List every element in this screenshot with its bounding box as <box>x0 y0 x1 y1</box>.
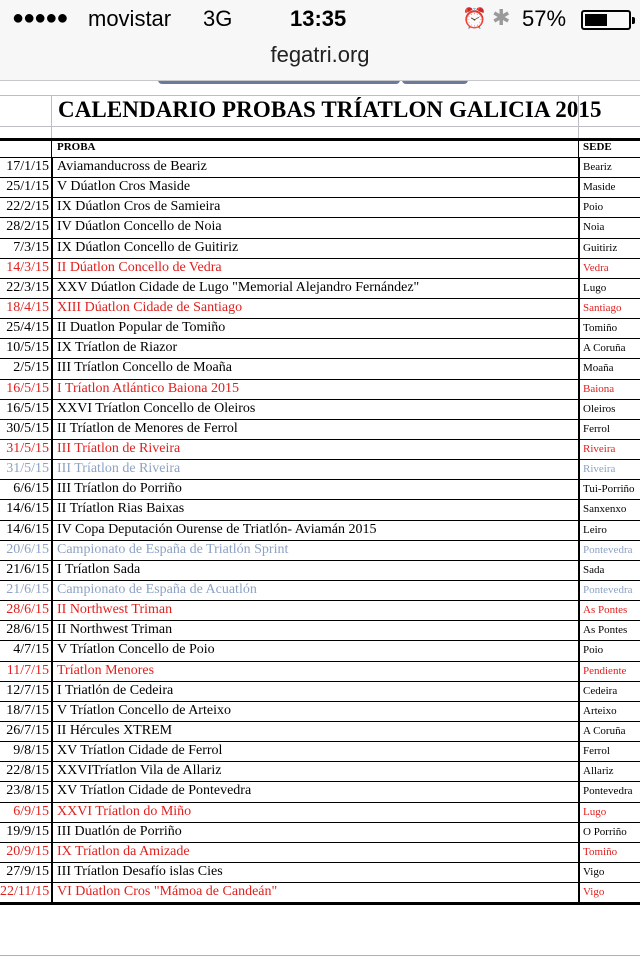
event-date: 22/2/15 <box>6 199 49 215</box>
table-row <box>0 379 640 399</box>
event-venue: As Pontes <box>583 604 628 617</box>
table-row <box>0 802 640 822</box>
column-divider <box>51 299 53 318</box>
column-divider <box>578 843 580 862</box>
url-bar[interactable]: fegatri.org <box>270 42 370 67</box>
event-name: II Hércules XTREM <box>57 722 173 738</box>
table-row <box>0 661 640 681</box>
event-date: 28/6/15 <box>6 602 49 618</box>
column-divider <box>578 480 580 499</box>
column-divider <box>578 742 580 761</box>
table-row <box>0 399 640 419</box>
table-row <box>0 177 640 197</box>
event-date: 10/5/15 <box>6 340 49 356</box>
column-divider <box>578 541 580 560</box>
event-venue: As Pontes <box>583 624 628 637</box>
bluetooth-icon: ✱ <box>492 5 511 30</box>
event-name: XXVI Tríatlon Concello de Oleiros <box>57 400 256 416</box>
event-date: 21/6/15 <box>6 561 49 577</box>
event-venue: Beariz <box>583 161 612 173</box>
event-venue: Allariz <box>583 765 614 778</box>
column-divider <box>51 178 53 197</box>
event-date: 31/5/15 <box>6 461 49 477</box>
column-divider <box>578 339 580 358</box>
event-venue: Arteixo <box>583 704 617 717</box>
table-row <box>0 278 640 298</box>
table-row <box>0 862 640 882</box>
event-date: 28/6/15 <box>6 622 49 638</box>
column-divider <box>51 883 53 902</box>
table-row <box>0 217 640 237</box>
table-row <box>0 620 640 640</box>
table-row <box>0 298 640 318</box>
event-venue: Sada <box>583 563 605 576</box>
table-row <box>0 681 640 701</box>
event-name: I Triatlón de Cedeira <box>57 682 174 698</box>
network-type: 3G <box>203 6 233 31</box>
column-divider <box>578 279 580 298</box>
battery-fill <box>585 14 607 26</box>
event-date: 23/8/15 <box>6 783 49 799</box>
event-venue: Baiona <box>583 382 615 395</box>
column-divider <box>51 198 53 217</box>
event-venue: Noia <box>583 221 605 234</box>
event-venue: Vigo <box>583 865 605 878</box>
event-table <box>0 157 640 905</box>
event-date: 14/6/15 <box>6 501 49 517</box>
column-divider <box>51 521 53 540</box>
column-divider <box>578 803 580 822</box>
event-date: 18/7/15 <box>6 702 49 718</box>
event-date: 26/7/15 <box>6 722 49 738</box>
column-divider <box>578 239 580 258</box>
event-venue: Poio <box>583 644 604 657</box>
event-date: 22/11/15 <box>0 884 50 900</box>
event-name: III Tríatlon do Porriño <box>57 481 182 497</box>
column-divider <box>578 460 580 479</box>
column-divider <box>578 581 580 600</box>
event-name: III Tríatlon de Riveira <box>57 461 181 477</box>
event-venue: Pendiente <box>583 664 627 677</box>
event-date: 28/2/15 <box>6 219 49 235</box>
event-name: XXVI Tríatlon do Miño <box>57 803 192 819</box>
event-date: 6/9/15 <box>13 803 49 819</box>
table-row <box>0 741 640 761</box>
event-venue: Lugo <box>583 805 607 818</box>
grid-line <box>0 126 640 127</box>
event-name: II Northwest Triman <box>57 602 173 618</box>
event-name: II Dúatlon Concello de Vedra <box>57 259 222 275</box>
event-name: III Tríatlon Concello de Moaña <box>57 360 232 376</box>
event-venue: Tomiño <box>583 845 618 858</box>
event-name: IV Copa Deputación Ourense de Triatlón- Aviamán 2015 <box>57 521 377 537</box>
event-venue: Ferrol <box>583 745 610 758</box>
event-date: 11/7/15 <box>6 662 49 678</box>
table-row <box>0 540 640 560</box>
column-divider <box>51 742 53 761</box>
event-venue: Leiro <box>583 523 607 536</box>
column-divider <box>51 823 53 842</box>
table-row <box>0 520 640 540</box>
event-name: V Tríatlon Concello de Poio <box>57 642 215 658</box>
column-divider <box>578 561 580 580</box>
event-name: II Northwest Triman <box>57 622 173 638</box>
column-divider <box>578 359 580 378</box>
event-venue: Riveira <box>583 463 616 476</box>
event-date: 14/3/15 <box>6 259 49 275</box>
event-venue: Riveira <box>583 442 616 455</box>
page-title: CALENDARIO PROBAS TRÍATLON GALICIA 2015 <box>58 97 602 122</box>
column-divider <box>51 722 53 741</box>
column-divider <box>578 198 580 217</box>
column-divider <box>51 339 53 358</box>
event-date: 22/8/15 <box>6 763 49 779</box>
column-divider <box>578 218 580 237</box>
event-date: 16/5/15 <box>6 400 49 416</box>
column-divider <box>51 420 53 439</box>
event-venue: Poio <box>583 201 604 214</box>
event-venue: Tui-Porriño <box>583 483 635 496</box>
page-bottom-divider <box>0 955 640 956</box>
column-divider <box>51 662 53 681</box>
event-venue: Guitiriz <box>583 241 618 254</box>
table-row <box>0 580 640 600</box>
event-venue: Pontevedra <box>583 583 633 596</box>
column-divider <box>51 601 53 620</box>
event-date: 27/9/15 <box>6 863 49 879</box>
column-divider <box>51 782 53 801</box>
column-divider <box>51 239 53 258</box>
event-date: 19/9/15 <box>6 823 49 839</box>
table-row <box>0 338 640 358</box>
event-venue: Moaña <box>583 362 614 375</box>
table-row <box>0 419 640 439</box>
column-divider <box>578 380 580 399</box>
table-row <box>0 358 640 378</box>
column-divider <box>578 440 580 459</box>
column-divider <box>51 500 53 519</box>
event-name: Tríatlon Menores <box>57 662 155 678</box>
event-name: II Tríatlon de Menores de Ferrol <box>57 420 238 436</box>
event-venue: Vedra <box>583 261 609 274</box>
event-date: 6/6/15 <box>13 481 49 497</box>
battery-icon <box>581 10 631 30</box>
event-venue: Pontevedra <box>583 543 633 556</box>
event-date: 9/8/15 <box>13 743 49 759</box>
column-divider <box>51 319 53 338</box>
event-venue: O Porriño <box>583 825 627 838</box>
column-divider <box>578 178 580 197</box>
event-name: IX Tríatlon da Amizade <box>57 843 190 859</box>
column-header-proba: PROBA <box>57 141 96 153</box>
event-venue: Tomiño <box>583 322 618 335</box>
browser-chrome <box>0 0 640 81</box>
event-date: 4/7/15 <box>13 642 49 658</box>
event-date: 18/4/15 <box>6 299 49 315</box>
table-row <box>0 459 640 479</box>
column-divider <box>51 863 53 882</box>
column-divider <box>578 400 580 419</box>
event-venue: Sanxenxo <box>583 503 627 516</box>
column-divider <box>51 843 53 862</box>
event-venue: Maside <box>583 181 616 194</box>
clock: 13:35 <box>290 6 347 31</box>
event-name: I Tríatlon Sada <box>57 561 141 577</box>
column-divider <box>51 158 53 177</box>
event-name: II Duatlon Popular de Tomiño <box>57 320 226 336</box>
column-divider <box>578 823 580 842</box>
column-header-sede: SEDE <box>583 141 612 153</box>
event-name: III Tríatlon Desafío islas Cies <box>57 863 223 879</box>
table-row <box>0 882 640 902</box>
event-date: 7/3/15 <box>13 239 49 255</box>
column-divider <box>51 803 53 822</box>
table-row <box>0 640 640 660</box>
event-date: 22/3/15 <box>6 279 49 295</box>
event-name: III Duatlón de Porriño <box>57 823 182 839</box>
table-top-border <box>0 138 640 141</box>
event-venue: Lugo <box>583 281 607 294</box>
event-date: 25/1/15 <box>6 179 49 195</box>
column-divider <box>578 722 580 741</box>
grid-line <box>0 95 640 96</box>
event-name: XXVITríatlon Vila de Allariz <box>57 763 222 779</box>
event-name: V Tríatlon Concello de Arteixo <box>57 702 231 718</box>
event-date: 17/1/15 <box>6 159 49 174</box>
column-divider <box>51 259 53 278</box>
event-date: 31/5/15 <box>6 440 49 456</box>
column-divider <box>578 682 580 701</box>
event-name: II Tríatlon Rias Baixas <box>57 501 185 517</box>
table-row <box>0 479 640 499</box>
event-name: VI Dúatlon Cros "Mámoa de Candeán" <box>57 884 278 900</box>
event-name: IX Dúatlon Cros de Samieira <box>57 199 221 215</box>
column-divider <box>578 621 580 640</box>
event-date: 14/6/15 <box>6 521 49 537</box>
table-row <box>0 842 640 862</box>
table-row <box>0 258 640 278</box>
column-divider <box>578 158 580 177</box>
column-divider <box>578 662 580 681</box>
event-name: XIII Dúatlon Cidade de Santiago <box>57 299 243 315</box>
event-name: I Tríatlon Atlántico Baiona 2015 <box>57 380 239 396</box>
event-date: 16/5/15 <box>6 380 49 396</box>
column-divider <box>51 141 52 157</box>
column-divider <box>578 641 580 660</box>
column-divider <box>578 702 580 721</box>
column-divider <box>51 702 53 721</box>
column-divider <box>51 581 53 600</box>
signal-strength-icon: ●●●●● <box>12 7 68 29</box>
table-row <box>0 822 640 842</box>
event-name: III Tríatlon de Riveira <box>57 440 181 456</box>
column-divider <box>51 440 53 459</box>
table-row <box>0 761 640 781</box>
column-divider <box>578 141 579 157</box>
event-date: 20/6/15 <box>6 541 49 557</box>
alarm-clock-icon: ⏰ <box>462 8 487 30</box>
column-divider <box>51 218 53 237</box>
column-divider <box>578 601 580 620</box>
event-date: 20/9/15 <box>6 843 49 859</box>
event-name: XXV Dúatlon Cidade de Lugo "Memorial Alejandro Fernández" <box>57 279 420 295</box>
event-venue: Oleiros <box>583 402 616 415</box>
event-venue: Vigo <box>583 886 605 899</box>
battery-nub <box>632 17 635 24</box>
column-divider <box>578 521 580 540</box>
event-venue: A Coruña <box>583 724 626 737</box>
column-divider <box>51 400 53 419</box>
event-name: Campionato de España de Acuatlón <box>57 581 257 597</box>
event-venue: Ferrol <box>583 422 610 435</box>
column-divider <box>578 420 580 439</box>
column-divider <box>578 299 580 318</box>
event-name: IX Dúatlon Concello de Guitiriz <box>57 239 239 255</box>
event-name: IV Dúatlon Concello de Noia <box>57 219 222 235</box>
column-divider <box>578 319 580 338</box>
table-bottom-border <box>0 902 640 905</box>
event-venue: Santiago <box>583 301 622 314</box>
column-divider <box>51 380 53 399</box>
table-row <box>0 701 640 721</box>
column-divider <box>51 460 53 479</box>
column-divider <box>51 359 53 378</box>
table-row <box>0 439 640 459</box>
column-divider <box>578 762 580 781</box>
event-name: IX Tríatlon de Riazor <box>57 340 178 356</box>
table-row <box>0 781 640 801</box>
battery-percent: 57% <box>522 6 567 31</box>
event-date: 21/6/15 <box>6 581 49 597</box>
table-row <box>0 721 640 741</box>
column-divider <box>51 682 53 701</box>
table-row <box>0 318 640 338</box>
table-row <box>0 238 640 258</box>
column-divider <box>578 782 580 801</box>
event-name: Aviamanducross de Beariz <box>57 159 207 174</box>
column-divider <box>51 541 53 560</box>
column-divider <box>51 762 53 781</box>
status-bar <box>0 6 640 36</box>
table-row <box>0 197 640 217</box>
event-name: XV Tríatlon Cidade de Ferrol <box>57 743 223 759</box>
column-divider <box>578 863 580 882</box>
column-divider <box>51 480 53 499</box>
table-row <box>0 600 640 620</box>
event-date: 2/5/15 <box>13 360 49 376</box>
event-date: 25/4/15 <box>6 320 49 336</box>
column-divider <box>51 279 53 298</box>
event-venue: A Coruña <box>583 342 626 355</box>
table-row <box>0 499 640 519</box>
table-row <box>0 157 640 177</box>
column-divider <box>51 641 53 660</box>
event-date: 12/7/15 <box>6 682 49 698</box>
event-venue: Cedeira <box>583 684 618 697</box>
event-name: XV Tríatlon Cidade de Pontevedra <box>57 783 252 799</box>
column-divider <box>578 500 580 519</box>
column-divider <box>578 259 580 278</box>
event-venue: Pontevedra <box>583 785 633 798</box>
event-name: V Dúatlon Cros Maside <box>57 179 191 195</box>
column-divider <box>51 621 53 640</box>
column-divider <box>578 883 580 902</box>
carrier-name: movistar <box>88 6 172 31</box>
column-divider <box>51 561 53 580</box>
event-name: Campionato de España de Triatlón Sprint <box>57 541 289 557</box>
event-date: 30/5/15 <box>6 420 49 436</box>
table-row <box>0 560 640 580</box>
